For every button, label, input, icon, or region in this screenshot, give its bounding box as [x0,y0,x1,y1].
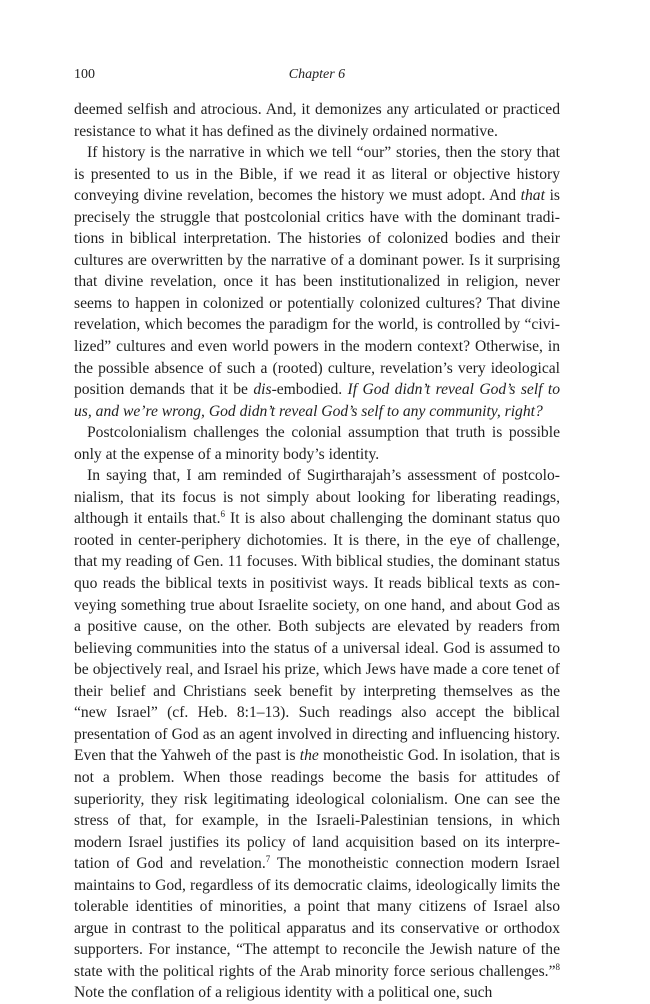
paragraph [74,465,560,1004]
text-run: deemed selfish and atrocious. And, it demonizes any articulated or practiced resistance to what it has defined as the divinely ordained normative. [74,101,560,140]
italic-text: dis [253,381,272,399]
paragraph [74,422,560,465]
paragraph [74,99,560,142]
text-run: Postcolonialism challenges the colonial assumption that truth is possible only at the expense of a minority body’s identity. [74,424,560,463]
text-run: In saying that, I am reminded of Sugirtharajah’s assessment of postcolonialism, that its focus is not simply about looking for liberating readings, although it entails that. [74,467,560,528]
text-run: monotheistic God. In isolation, that is not a problem. When those readings become the basis for attitudes of superiority, they risk legitimating ideological colonialism. One can see the stress of that, for example, in the Israeli-Palestinian tensions, in which modern Israel justifies its policy of land acquisition based on its interpretation of God and revelation. [74,747,560,873]
text-run: It is also about challenging the dominant status quo rooted in center-periphery dichotomies. It is there, in the eye of challenge, that my reading of Gen. 11 focuses. With biblical studies, the dominant status quo reads the biblical texts in positivist ways. It reads biblical texts as conveying something true about Israelite society, on one hand, and about God as a positive cause, on the other. Both subjects are elevated by readers from believing communities into the status of a universal ideal. God is assumed to be objectively real, and Israel his prize, which Jews have made a core tenet of their belief and Christians seek benefit by interpreting themselves as the “new Israel” (cf. Heb. 8:1–13). Such readings also accept the biblical presentation of God as an agent involved in directing and influencing history. Even that the Yahweh of the past is [74,510,560,765]
running-head [74,64,560,86]
footnote-marker: 7 [265,854,271,865]
italic-text: the [299,747,319,765]
italic-text: If God didn’t reveal God’s self to us, and we’re wrong, God didn’t reveal God’s self to any community, right? [74,381,560,420]
chapter-title: Chapter 6 [288,67,346,82]
text-run: is precisely the struggle that postcolonial critics have with the dominant traditions in biblical interpretation. The histories of colonized bodies and their cultures are overwritten by the narrative of a dominant power. Is it surprising that divine revelation, once it has been institutionalized in religion, never seems to happen in colonized or potentially colonized cultures? That divine revelation, which becomes the paradigm for the world, is controlled by “civilized” cultures and even world powers in the modern context? Otherwise, in the possible absence of such a (rooted) culture, revelation’s very ideological position demands that it be [74,187,560,399]
italic-text: that [520,187,545,205]
text-run: The monotheistic connection modern Israel maintains to God, regardless of its democratic claims, ideologically limits the tolerable identities of minorities, a point that many citizens of Israel also argue in contrast to the political apparatus and its conservative or orthodox supporters. For instance, “The attempt to reconcile the Jewish nature of the state with the political rights of the Arab minority force serious challenges.” [74,855,561,980]
text-run: Note the conflation of a religious identity with a political one, such [74,984,493,1002]
footnote-marker: 6 [220,509,225,520]
book-page [74,64,560,1004]
page-number: 100 [74,67,95,82]
footnote-marker: 8 [555,961,560,972]
paragraph [74,142,560,422]
body-text [74,99,560,1004]
text-run: If history is the narrative in which we tell “our” stories, then the story that is presented to us in the Bible, if we read it as literal or objective history conveying divine revelation, becomes the history we must adopt. And [74,144,560,205]
text-run: -embodied. [271,381,348,399]
